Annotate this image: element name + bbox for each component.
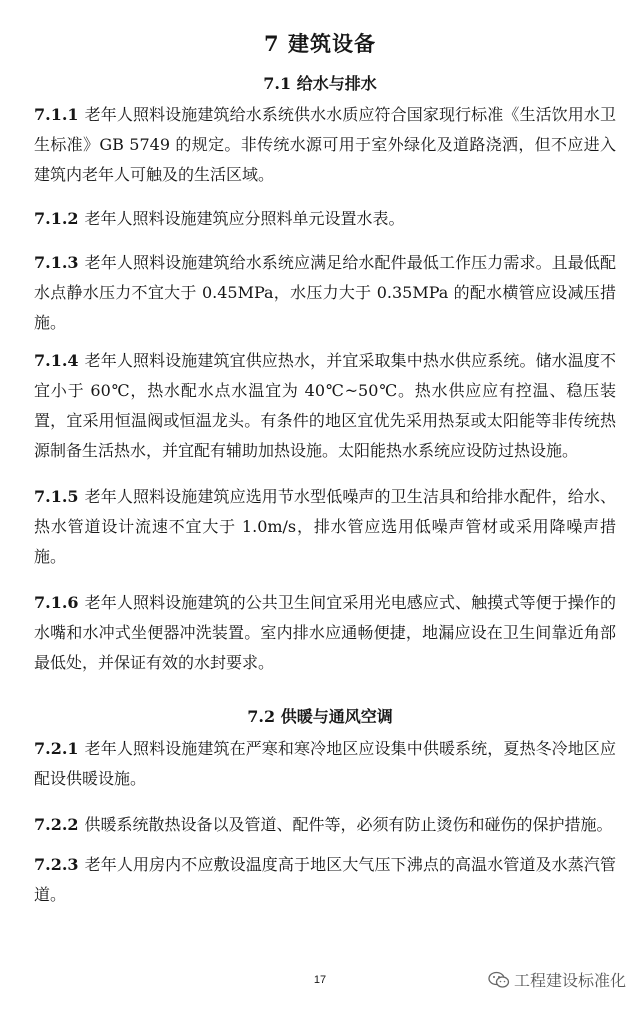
clause-number: 7.1.1 — [34, 105, 79, 124]
clause-7-1-4 — [34, 346, 616, 466]
clause-7-2-2 — [34, 810, 616, 840]
clause-number: 7.2.1 — [34, 739, 79, 758]
clause-text: 老年人照料设施建筑的公共卫生间宜采用光电感应式、触摸式等便于操作的水嘴和水冲式坐便器冲洗装置。室内排水应通畅便捷，地漏应设在卫生间靠近角部最低处，并保证有效的水封要求。 — [34, 593, 616, 672]
wechat-icon — [488, 971, 510, 989]
clause-text: 供暖系统散热设备以及管道、配件等，必须有防止烫伤和碰伤的保护措施。 — [84, 815, 613, 834]
clause-7-1-5 — [34, 482, 616, 572]
chapter-title: 7 建筑设备 — [264, 31, 376, 56]
clause-7-1-1 — [34, 100, 616, 190]
clause-number: 7.1.6 — [34, 593, 79, 612]
clause-number: 7.1.4 — [34, 351, 79, 370]
watermark-text: 工程建设标准化 — [513, 971, 626, 990]
clause-number: 7.1.5 — [34, 487, 79, 506]
clause-text: 老年人用房内不应敷设温度高于地区大气压下沸点的高温水管道及水蒸汽管道。 — [34, 855, 616, 904]
clause-7-1-2 — [34, 204, 616, 234]
clause-number: 7.1.2 — [34, 209, 79, 228]
clause-text: 老年人照料设施建筑在严寒和寒冷地区应设集中供暖系统，夏热冬冷地区应配设供暖设施。 — [34, 739, 616, 788]
clause-text: 老年人照料设施建筑宜供应热水，并宜采取集中热水供应系统。储水温度不宜小于 60℃，热水配水点水温宜为 40℃~50℃。热水供应应有控温、稳压装置，宜采用恒温阀或恒温龙头。有条件的地区宜优先采用热泵或太阳能等非传统热源制备生活热水，并宜配有辅助加热设施。太阳能热水系统应设防过热设施。 — [34, 351, 616, 460]
section-title-7-1: 7.1 给水与排水 — [263, 74, 377, 93]
page-number: 17 — [313, 974, 327, 986]
clause-number: 7.2.3 — [34, 855, 79, 874]
clause-7-1-3 — [34, 248, 616, 338]
section-title-7-2: 7.2 供暖与通风空调 — [247, 707, 393, 726]
watermark — [488, 968, 626, 991]
clause-number: 7.1.3 — [34, 253, 79, 272]
clause-7-1-6 — [34, 588, 616, 678]
clause-text: 老年人照料设施建筑给水系统供水水质应符合国家现行标准《生活饮用水卫生标准》GB 5749 的规定。非传统水源可用于室外绿化及道路浇洒，但不应进入建筑内老年人可触及的生活区域。 — [34, 105, 616, 184]
clause-number: 7.2.2 — [34, 815, 79, 834]
clause-text: 老年人照料设施建筑应选用节水型低噪声的卫生洁具和给排水配件，给水、热水管道设计流速不宜大于 1.0m/s，排水管应选用低噪声管材或采用降噪声措施。 — [34, 487, 616, 566]
clause-7-2-1 — [34, 734, 616, 794]
clause-7-2-3 — [34, 850, 616, 910]
clause-text: 老年人照料设施建筑给水系统应满足给水配件最低工作压力需求。且最低配水点静水压力不宜大于 0.45MPa，水压力大于 0.35MPa 的配水横管应设减压措施。 — [34, 253, 616, 332]
clause-text: 老年人照料设施建筑应分照料单元设置水表。 — [84, 209, 405, 228]
